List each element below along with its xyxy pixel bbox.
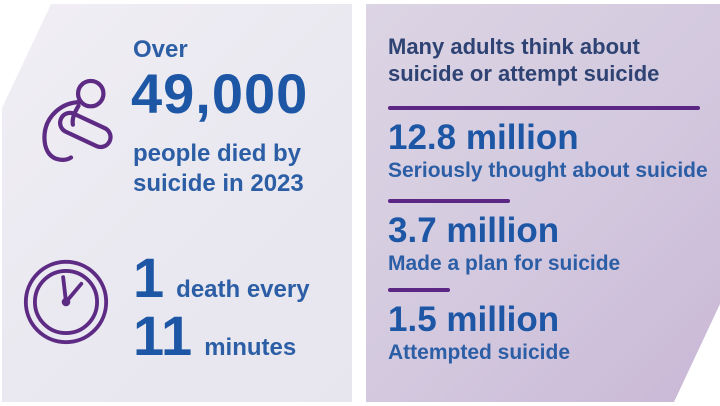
stat-thought	[388, 118, 708, 183]
clock-icon	[22, 258, 110, 346]
deaths-lead-text: Over	[133, 36, 188, 63]
stat-thought-label: Seriously thought about suicide	[388, 159, 708, 182]
right-panel-content	[388, 33, 708, 365]
stat-thought-value: 12.8 million	[388, 118, 579, 157]
right-heading-line1: Many adults think about	[388, 34, 640, 59]
divider-2	[388, 199, 510, 203]
rate-label-1: death every	[176, 276, 310, 303]
rate-line-1	[133, 246, 310, 309]
stat-plan	[388, 211, 708, 276]
divider-3	[388, 288, 450, 292]
divider-1	[388, 106, 700, 110]
rate-number-1: 1	[133, 246, 165, 309]
stat-plan-value: 3.7 million	[388, 211, 560, 250]
stat-attempt-value: 1.5 million	[388, 300, 560, 339]
rate-number-2: 11	[133, 304, 193, 367]
stat-plan-label: Made a plan for suicide	[388, 252, 621, 275]
deaths-desc-line1: people died by	[133, 140, 302, 167]
right-heading	[388, 33, 708, 87]
stat-attempt	[388, 300, 708, 365]
deaths-desc-line2: suicide in 2023	[133, 170, 304, 197]
rate-line-2	[133, 304, 297, 367]
right-heading-line2: suicide or attempt suicide	[388, 61, 660, 86]
person-hunched-icon	[24, 74, 118, 164]
deaths-number: 49,000	[131, 62, 309, 125]
stat-attempt-label: Attempted suicide	[388, 341, 571, 364]
rate-label-2: minutes	[204, 334, 297, 361]
